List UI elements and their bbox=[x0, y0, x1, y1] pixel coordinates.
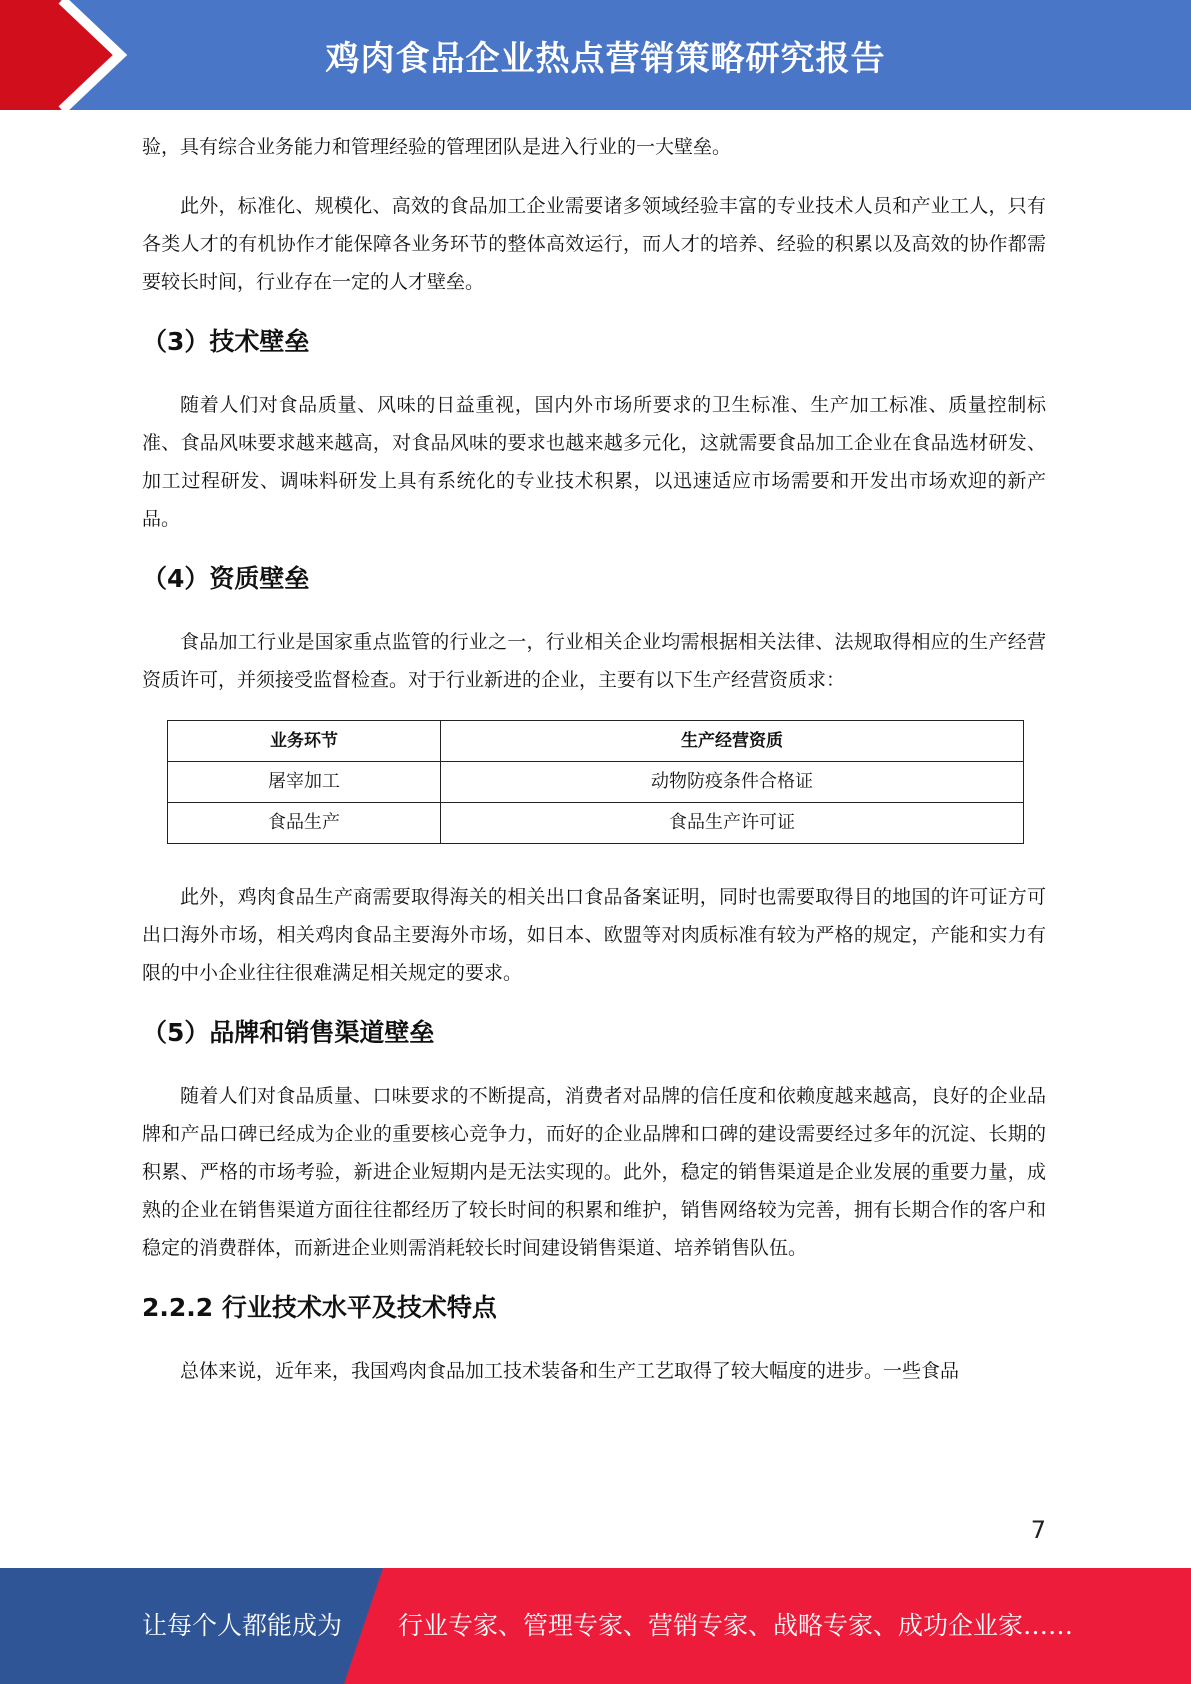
section-heading: （5）品牌和销售渠道壁垒 bbox=[142, 1018, 435, 1047]
table-cell: 屠宰加工 bbox=[168, 762, 441, 803]
footer-slogan-left: 让每个人都能成为 bbox=[142, 1611, 343, 1640]
table-header-row bbox=[168, 721, 1024, 762]
footer-slogan-right: 行业专家、管理专家、营销专家、战略专家、成功企业家…… bbox=[398, 1611, 1074, 1640]
paragraph: 验，具有综合业务能力和管理经验的管理团队是进入行业的一大壁垒。 bbox=[142, 136, 732, 158]
table-header-cell: 业务环节 bbox=[168, 721, 441, 762]
section-heading: （4）资质壁垒 bbox=[142, 564, 310, 593]
table-cell: 食品生产许可证 bbox=[441, 803, 1024, 844]
page-header bbox=[0, 0, 1191, 110]
page-number: 7 bbox=[1030, 1516, 1046, 1544]
table-cell: 动物防疫条件合格证 bbox=[441, 762, 1024, 803]
paragraph: 随着人们对食品质量、风味的日益重视，国内外市场所要求的卫生标准、生产加工标准、质量控制标准、食品风味要求越来越高，对食品风味的要求也越来越多元化，这就需要食品加工企业在食品选材研发、加工过程研发、调味料研发上具有系统化的专业技术积累，以迅速适应市场需要和开发出市场欢迎的新产品。 bbox=[142, 394, 1046, 530]
table-cell: 食品生产 bbox=[168, 803, 441, 844]
page-footer bbox=[0, 1568, 1191, 1684]
document-body bbox=[142, 128, 1046, 1411]
paragraph: 食品加工行业是国家重点监管的行业之一，行业相关企业均需根据相关法律、法规取得相应的生产经营资质许可，并须接受监督检查。对于行业新进的企业，主要有以下生产经营资质求： bbox=[142, 631, 1046, 691]
report-title: 鸡肉食品企业热点营销策略研究报告 bbox=[325, 38, 886, 79]
paragraph: 此外，标准化、规模化、高效的食品加工企业需要诸多领域经验丰富的专业技术人员和产业工人，只有各类人才的有机协作才能保障各业务环节的整体高效运行，而人才的培养、经验的积累以及高效的协作都需要较长时间，行业存在一定的人才壁垒。 bbox=[142, 195, 1046, 293]
paragraph: 总体来说，近年来，我国鸡肉食品加工技术装备和生产工艺取得了较大幅度的进步。一些食品 bbox=[180, 1360, 960, 1382]
table-header-cell: 生产经营资质 bbox=[441, 721, 1024, 762]
table-row bbox=[168, 762, 1024, 803]
table-row bbox=[168, 803, 1024, 844]
paragraph: 随着人们对食品质量、口味要求的不断提高，消费者对品牌的信任度和依赖度越来越高，良好的企业品牌和产品口碑已经成为企业的重要核心竞争力，而好的企业品牌和口碑的建设需要经过多年的沉淀、长期的积累、严格的市场考验，新进企业短期内是无法实现的。此外，稳定的销售渠道是企业发展的重要力量，成熟的企业在销售渠道方面往往都经历了较长时间的积累和维护，销售网络较为完善，拥有长期合作的客户和稳定的消费群体，而新进企业则需消耗较长时间建设销售渠道、培养销售队伍。 bbox=[142, 1085, 1046, 1259]
section-heading: （3）技术壁垒 bbox=[142, 327, 310, 356]
section-heading: 2.2.2 行业技术水平及技术特点 bbox=[142, 1293, 497, 1322]
qualification-table bbox=[167, 720, 1024, 844]
paragraph: 此外，鸡肉食品生产商需要取得海关的相关出口食品备案证明，同时也需要取得目的地国的许可证方可出口海外市场，相关鸡肉食品主要海外市场，如日本、欧盟等对肉质标准有较为严格的规定，产能和实力有限的中小企业往往很难满足相关规定的要求。 bbox=[142, 886, 1046, 984]
